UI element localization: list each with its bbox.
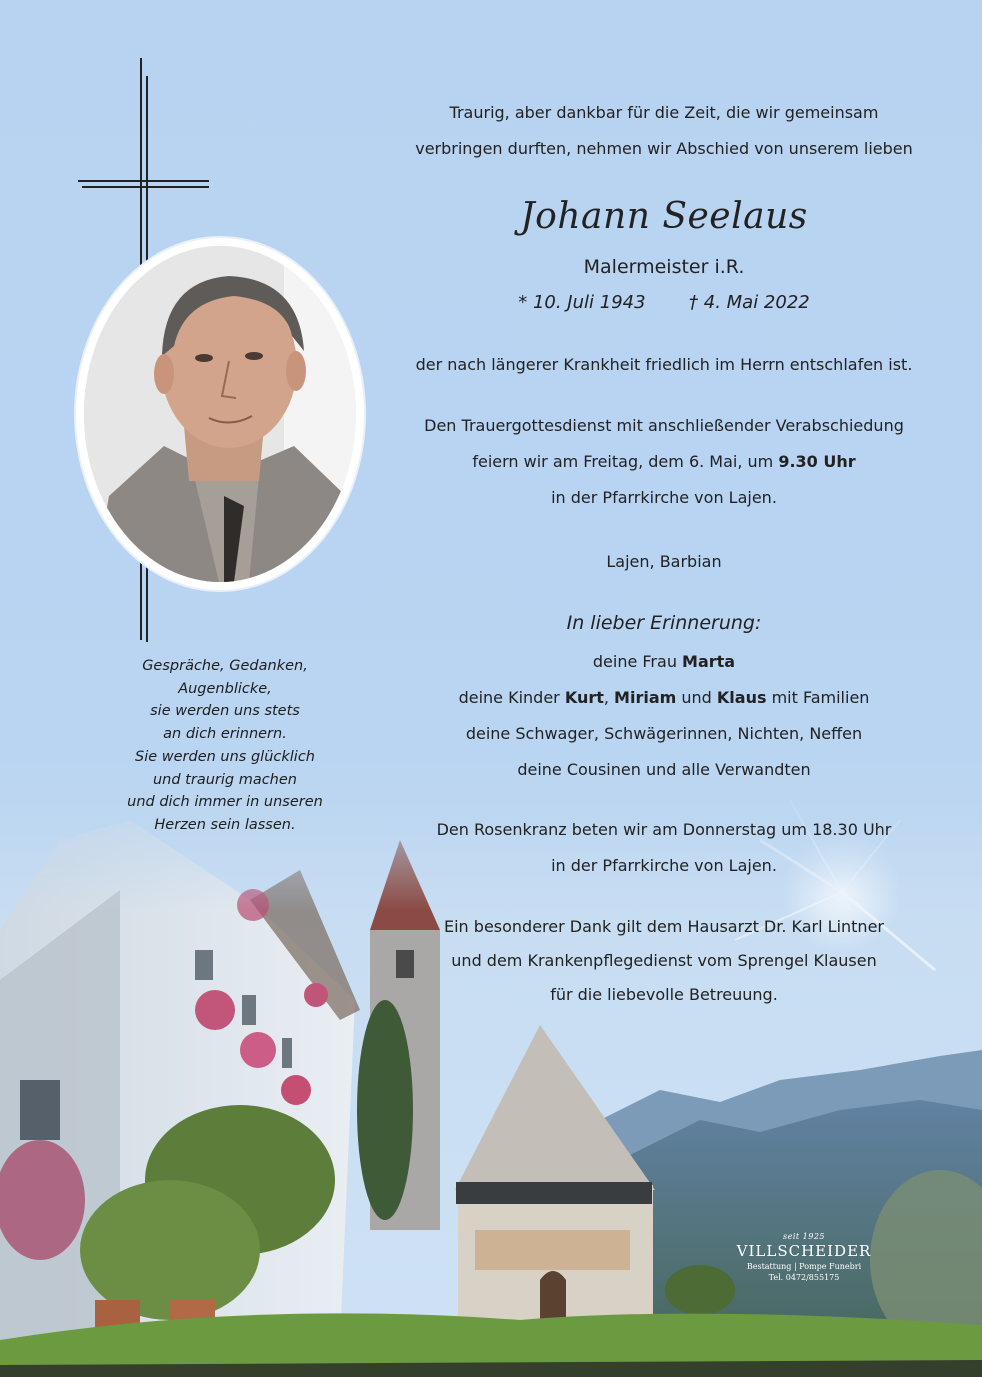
- portrait-frame: [76, 238, 364, 590]
- portrait-photo-icon: [84, 246, 356, 582]
- poem-line: Herzen sein lassen.: [154, 816, 296, 833]
- place-text: Lajen, Barbian: [606, 552, 722, 571]
- service-line-2: feiern wir am Freitag, dem 6. Mai, um 9.30 Uhr: [472, 452, 856, 471]
- funeral-home-logo: [724, 1232, 884, 1282]
- memorial-poem: [110, 655, 340, 837]
- thanks-line-3: für die liebevolle Betreuung.: [550, 985, 778, 1004]
- thanks-line-2: und dem Krankenpflegedienst vom Sprengel Klausen: [451, 951, 877, 970]
- service-line-1: Den Trauergottesdienst mit anschließender Verabschiedung: [424, 416, 904, 435]
- poem-line: Augenblicke,: [178, 680, 272, 697]
- logo-since: seit 1925: [782, 1232, 825, 1241]
- mourner-children: deine Kinder Kurt, Miriam und Klaus mit Familien: [458, 688, 870, 707]
- poem-line: und traurig machen: [152, 771, 297, 788]
- logo-subtitle: Bestattung | Pompe Funebri: [746, 1262, 862, 1271]
- life-dates: [372, 292, 956, 313]
- deceased-title: Malermeister i.R.: [583, 256, 745, 278]
- poem-line: Gespräche, Gedanken,: [142, 658, 308, 674]
- passing-text: der nach längerer Krankheit friedlich im Herrn entschlafen ist.: [415, 355, 913, 374]
- mourner-wife: deine Frau Marta: [592, 652, 736, 671]
- logo-phone: Tel. 0472/855175: [768, 1273, 840, 1282]
- rosary-line-1: Den Rosenkranz beten wir am Donnerstag um 18.30 Uhr: [436, 820, 892, 839]
- remembrance-heading: In lieber Erinnerung:: [566, 612, 762, 634]
- poem-line: und dich immer in unseren: [127, 794, 323, 811]
- poem-line: an dich erinnern.: [163, 726, 287, 743]
- intro-line-2: verbringen durften, nehmen wir Abschied von unserem lieben: [415, 139, 913, 158]
- poem-line: Sie werden uns glücklich: [135, 748, 315, 765]
- birth-date: * 10. Juli 1943: [518, 292, 646, 313]
- rosary-line-2: in der Pfarrkirche von Lajen.: [551, 856, 777, 875]
- service-line-3: in der Pfarrkirche von Lajen.: [551, 488, 777, 507]
- thanks-line-1: Ein besonderer Dank gilt dem Hausarzt Dr. Karl Lintner: [444, 917, 884, 936]
- poem-line: sie werden uns stets: [150, 703, 300, 720]
- intro-line-1: Traurig, aber dankbar für die Zeit, die wir gemeinsam: [449, 103, 879, 122]
- service-time: 9.30 Uhr: [778, 452, 856, 471]
- death-date: † 4. Mai 2022: [689, 292, 810, 313]
- logo-brand: VILLSCHEIDER: [736, 1242, 872, 1260]
- mourner-inlaws: deine Schwager, Schwägerinnen, Nichten, Neffen: [465, 724, 863, 743]
- deceased-name: Johann Seelaus: [520, 196, 808, 237]
- mourner-cousins: deine Cousinen und alle Verwandten: [517, 760, 811, 779]
